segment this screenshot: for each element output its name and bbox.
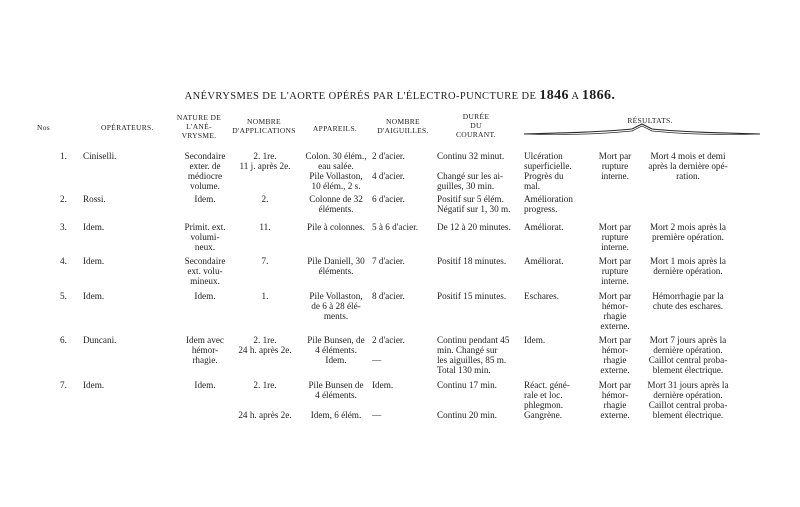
- title-year-to: 1866.: [581, 88, 616, 103]
- cell-line: Améliorat.: [524, 222, 564, 232]
- cell-applications: [227, 380, 303, 420]
- cell-line: [303, 400, 369, 410]
- header-applications: [226, 117, 302, 135]
- cell-line: De 12 à 20 minutes.: [437, 222, 511, 232]
- cell-appareils: [303, 335, 369, 365]
- cell-line: exter. de: [189, 161, 221, 171]
- cell-line: Idem avec: [185, 335, 224, 345]
- cell-res-detail: [638, 222, 738, 242]
- cell-line: [372, 345, 434, 355]
- cell-line: [437, 390, 521, 400]
- cell-line: Eschares.: [524, 291, 559, 301]
- cell-line: 2.: [60, 194, 67, 204]
- cell-line: rupture: [601, 266, 629, 276]
- cell-line: Continu 17 min.: [437, 380, 497, 390]
- cell-applications: [227, 291, 303, 301]
- title-year-from: 1846: [539, 88, 569, 103]
- cell-res-detail: [638, 151, 738, 181]
- cell-line: Mort 1 mois après la: [649, 256, 727, 266]
- cell-line: Réact. géné-: [524, 380, 570, 390]
- cell-line: Pile à colonnes.: [307, 222, 365, 232]
- cell-line: rhagie: [603, 311, 627, 321]
- title-joiner: A: [571, 91, 579, 102]
- cell-line: 24 h. après 2e.: [238, 345, 292, 355]
- cell-line: externe.: [600, 410, 630, 420]
- cell-line: Mort 7 jours après la: [649, 335, 727, 345]
- cell-line: externe.: [600, 321, 630, 331]
- cell-line: interne.: [601, 171, 629, 181]
- cell-res-local: [524, 380, 588, 420]
- cell-line: rupture: [601, 161, 629, 171]
- cell-line: Pile Vollaston,: [309, 291, 363, 301]
- cell-line: hémor-: [191, 345, 219, 355]
- cell-line: rhagie.: [192, 355, 218, 365]
- cell-operateur: [83, 194, 153, 204]
- header-nature-line: NATURE DE: [176, 113, 222, 122]
- cell-aiguilles: [372, 151, 434, 181]
- header-applications-line: D'APPLICATIONS: [232, 126, 296, 135]
- cell-line: 7.: [60, 380, 67, 390]
- cell-res-issue: [590, 335, 640, 375]
- cell-line: Ulcération: [524, 151, 563, 161]
- cell-line: 4 éléments.: [315, 390, 357, 400]
- cell-line: Mort par: [598, 380, 632, 390]
- cell-line: volume.: [190, 181, 220, 191]
- cell-line: 7 d'acier.: [372, 256, 405, 266]
- cell-line: externe.: [600, 365, 630, 375]
- cell-res-detail: [638, 380, 738, 420]
- cell-line: 2. 1re.: [253, 151, 277, 161]
- cell-res-detail: [638, 335, 738, 375]
- cell-line: hémor-: [601, 390, 629, 400]
- cell-line: éléments.: [318, 204, 354, 214]
- cell-line: Idem.: [83, 256, 105, 266]
- cell-line: rupture: [601, 232, 629, 242]
- cell-nature: [175, 291, 235, 301]
- cell-line: hémor-: [601, 301, 629, 311]
- cell-line: médiocre: [187, 171, 223, 181]
- cell-duree: [437, 256, 521, 266]
- cell-line: 5.: [60, 291, 67, 301]
- cell-line: Colon. 30 élém.,: [305, 151, 367, 161]
- cell-line: blement électrique.: [652, 410, 724, 420]
- cell-line: 24 h. après 2e.: [238, 410, 292, 420]
- cell-line: Continu pendant 45: [437, 335, 510, 345]
- cell-duree: [437, 380, 521, 420]
- cell-line: Caillot central proba-: [648, 355, 728, 365]
- cell-line: rhagie: [603, 355, 627, 365]
- cell-num: [60, 380, 80, 390]
- cell-line: volumi-: [190, 232, 220, 242]
- header-resultats: RÉSULTATS.: [627, 116, 673, 125]
- cell-line: Positif 15 minutes.: [437, 291, 507, 301]
- cell-aiguilles: [372, 194, 434, 204]
- cell-line: Mort 2 mois après la: [649, 222, 727, 232]
- cell-line: phlegmon.: [524, 400, 564, 410]
- cell-operateur: [83, 335, 153, 345]
- cell-line: 11.: [259, 222, 271, 232]
- cell-applications: [227, 256, 303, 266]
- cell-line: Idem.: [83, 222, 105, 232]
- cell-line: interne.: [601, 242, 629, 252]
- cell-line: Colonne de 32: [309, 194, 363, 204]
- cell-line: dernière opération.: [653, 345, 723, 355]
- cell-line: Secondaire: [184, 151, 226, 161]
- cell-appareils: [303, 222, 369, 232]
- cell-line: guilles, 30 min.: [437, 181, 495, 191]
- cell-line: chute des eschares.: [652, 301, 724, 311]
- header-duree-line: DU: [470, 121, 482, 130]
- cell-line: 2. 1re.: [253, 380, 277, 390]
- cell-line: 4.: [60, 256, 67, 266]
- cell-line: 3.: [60, 222, 67, 232]
- cell-line: Idem.: [83, 291, 105, 301]
- cell-operateur: [83, 222, 153, 232]
- cell-line: 5 à 6 d'acier.: [372, 222, 419, 232]
- cell-line: Mort 31 jours après la: [647, 380, 729, 390]
- cell-duree: [437, 335, 521, 375]
- cell-line: 8 d'acier.: [372, 291, 405, 301]
- cell-line: 1.: [60, 151, 67, 161]
- cell-res-local: [524, 222, 588, 232]
- header-operateurs: OPÉRATEURS.: [101, 123, 154, 132]
- cell-line: ration.: [676, 171, 700, 181]
- cell-aiguilles: [372, 256, 434, 266]
- cell-line: Hémorrhagie par la: [652, 291, 724, 301]
- cell-operateur: [83, 151, 153, 161]
- cell-line: Positif sur 5 élém.: [437, 194, 504, 204]
- cell-line: [227, 390, 303, 400]
- cell-nature: [175, 151, 235, 191]
- cell-line: Négatif sur 1, 30 m.: [437, 204, 511, 214]
- cell-line: Pile Daniell, 30: [307, 256, 365, 266]
- cell-line: 7.: [261, 256, 269, 266]
- cell-line: 2. 1re.: [253, 335, 277, 345]
- table-title: [0, 88, 800, 104]
- cell-line: Idem.: [194, 291, 216, 301]
- cell-line: hémor-: [601, 345, 629, 355]
- cell-line: les aiguilles, 85 m.: [437, 355, 507, 365]
- cell-line: 11 j. après 2e.: [239, 161, 291, 171]
- cell-line: [437, 400, 521, 410]
- cell-line: [227, 400, 303, 410]
- cell-line: 2 d'acier.: [372, 335, 405, 345]
- header-nature-line: VRYSME.: [181, 131, 217, 140]
- cell-line: [372, 161, 434, 171]
- cell-line: 10 élém., 2 s.: [311, 181, 361, 191]
- cell-line: rhagie: [603, 400, 627, 410]
- cell-line: Mort par: [598, 291, 632, 301]
- cell-res-issue: [590, 222, 640, 252]
- header-aiguilles-line: D'AIGUILLES.: [377, 126, 429, 135]
- cell-aiguilles: [372, 222, 434, 232]
- cell-res-issue: [590, 256, 640, 286]
- cell-nature: [175, 194, 235, 204]
- cell-res-local: [524, 291, 588, 301]
- cell-aiguilles: [372, 291, 434, 301]
- cell-aiguilles: [372, 335, 434, 365]
- cell-applications: [227, 335, 303, 355]
- cell-line: Progrès du: [524, 171, 564, 181]
- cell-nature: [175, 380, 235, 390]
- header-nature-line: L'ANÉ-: [186, 122, 212, 131]
- cell-line: 2 d'acier.: [372, 151, 405, 161]
- cell-res-detail: [638, 291, 738, 311]
- cell-applications: [227, 222, 303, 232]
- cell-operateur: [83, 291, 153, 301]
- cell-line: 4 éléments.: [315, 345, 357, 355]
- cell-line: Idem.: [524, 335, 546, 345]
- cell-res-local: [524, 194, 588, 214]
- header-appareils: APPAREILS.: [312, 124, 358, 133]
- header-num: Nos: [37, 123, 50, 132]
- cell-line: Pile Bunsen, de: [307, 335, 365, 345]
- cell-line: Idem.: [325, 355, 347, 365]
- cell-line: dernière opération.: [653, 390, 723, 400]
- header-aiguilles: [370, 117, 436, 135]
- cell-num: [60, 291, 80, 301]
- cell-line: Mort par: [598, 335, 632, 345]
- cell-num: [60, 335, 80, 345]
- cell-line: ext. volu-: [187, 266, 223, 276]
- cell-line: Caillot central proba-: [648, 400, 728, 410]
- cell-operateur: [83, 380, 153, 390]
- cell-res-local: [524, 256, 588, 266]
- cell-line: Pile Bunsen de: [308, 380, 364, 390]
- cell-line: Continu 20 min.: [437, 410, 497, 420]
- cell-line: mineux.: [190, 276, 220, 286]
- header-duree-line: DURÉE: [462, 112, 490, 121]
- cell-line: Idem.: [372, 380, 394, 390]
- title-prefix: ANÉVRYSMES DE L'AORTE OPÉRÉS PAR L'ÉLECTRO-PUNCTURE DE: [184, 91, 537, 102]
- cell-line: interne.: [601, 276, 629, 286]
- cell-num: [60, 151, 80, 161]
- cell-line: superficielle.: [524, 161, 572, 171]
- header-duree: [436, 112, 516, 139]
- cell-line: Continu 32 minut.: [437, 151, 505, 161]
- cell-line: Total 130 min.: [437, 365, 491, 375]
- cell-line: éléments.: [318, 266, 354, 276]
- cell-line: [372, 400, 434, 410]
- cell-line: [437, 161, 521, 171]
- cell-line: Idem.: [194, 380, 216, 390]
- cell-line: 1.: [261, 291, 269, 301]
- cell-applications: [227, 151, 303, 171]
- cell-line: neux.: [194, 242, 216, 252]
- cell-res-local: [524, 151, 588, 191]
- cell-appareils: [303, 151, 369, 191]
- cell-operateur: [83, 256, 153, 266]
- cell-appareils: [303, 291, 369, 321]
- cell-line: Gangrène.: [524, 410, 563, 420]
- cell-line: blement électrique.: [652, 365, 724, 375]
- cell-aiguilles: [372, 380, 434, 420]
- cell-line: Mort par: [598, 256, 632, 266]
- cell-num: [60, 256, 80, 266]
- cell-applications: [227, 194, 303, 204]
- header-applications-line: NOMBRE: [247, 117, 281, 126]
- cell-line: Idem, 6 élém.: [310, 410, 362, 420]
- cell-appareils: [303, 256, 369, 276]
- cell-line: progress.: [524, 204, 558, 214]
- cell-line: Mort par: [598, 151, 632, 161]
- cell-line: Améliorat.: [524, 256, 564, 266]
- cell-nature: [175, 256, 235, 286]
- cell-line: dernière opération.: [653, 266, 723, 276]
- cell-appareils: [303, 380, 369, 420]
- cell-nature: [175, 222, 235, 252]
- cell-line: 2.: [261, 194, 269, 204]
- cell-line: eau salée.: [318, 161, 354, 171]
- cell-line: après la dernière opé-: [648, 161, 728, 171]
- cell-line: 6.: [60, 335, 67, 345]
- cell-duree: [437, 291, 521, 301]
- cell-line: min. Changé sur: [437, 345, 498, 355]
- cell-line: Primit. ext.: [184, 222, 226, 232]
- cell-line: [372, 390, 434, 400]
- cell-res-detail: [638, 256, 738, 276]
- cell-num: [60, 222, 80, 232]
- cell-line: —: [372, 410, 382, 420]
- cell-line: Pile Vollaston,: [309, 171, 363, 181]
- cell-line: Rossi.: [83, 194, 106, 204]
- cell-duree: [437, 194, 521, 214]
- cell-line: Mort par: [598, 222, 632, 232]
- cell-line: mal.: [524, 181, 541, 191]
- cell-line: Changé sur les ai-: [437, 171, 504, 181]
- cell-line: Duncani.: [83, 335, 117, 345]
- cell-line: Amélioration: [524, 194, 573, 204]
- cell-num: [60, 194, 80, 204]
- cell-line: Positif 18 minutes.: [437, 256, 507, 266]
- cell-nature: [175, 335, 235, 365]
- cell-line: —: [372, 355, 382, 365]
- cell-line: Secondaire: [184, 256, 226, 266]
- cell-appareils: [303, 194, 369, 214]
- header-aiguilles-line: NOMBRE: [386, 117, 420, 126]
- cell-line: Idem.: [194, 194, 216, 204]
- cell-line: de 6 à 28 élé-: [311, 301, 361, 311]
- header-nature: [168, 113, 230, 140]
- header-duree-line: COURANT.: [456, 130, 496, 139]
- cell-line: ments.: [323, 311, 349, 321]
- cell-line: rale et loc.: [524, 390, 563, 400]
- cell-res-local: [524, 335, 588, 345]
- cell-line: 4 d'acier.: [372, 171, 405, 181]
- cell-res-issue: [590, 291, 640, 331]
- cell-line: Mort 4 mois et demi: [650, 151, 726, 161]
- cell-line: Idem.: [83, 380, 105, 390]
- cell-res-issue: [590, 380, 640, 420]
- cell-duree: [437, 151, 521, 191]
- cell-res-issue: [590, 151, 640, 181]
- cell-duree: [437, 222, 521, 232]
- cell-line: 6 d'acier.: [372, 194, 405, 204]
- cell-line: Ciniselli.: [83, 151, 117, 161]
- cell-line: première opération.: [652, 232, 724, 242]
- resultats-brace-ornament: [522, 120, 762, 140]
